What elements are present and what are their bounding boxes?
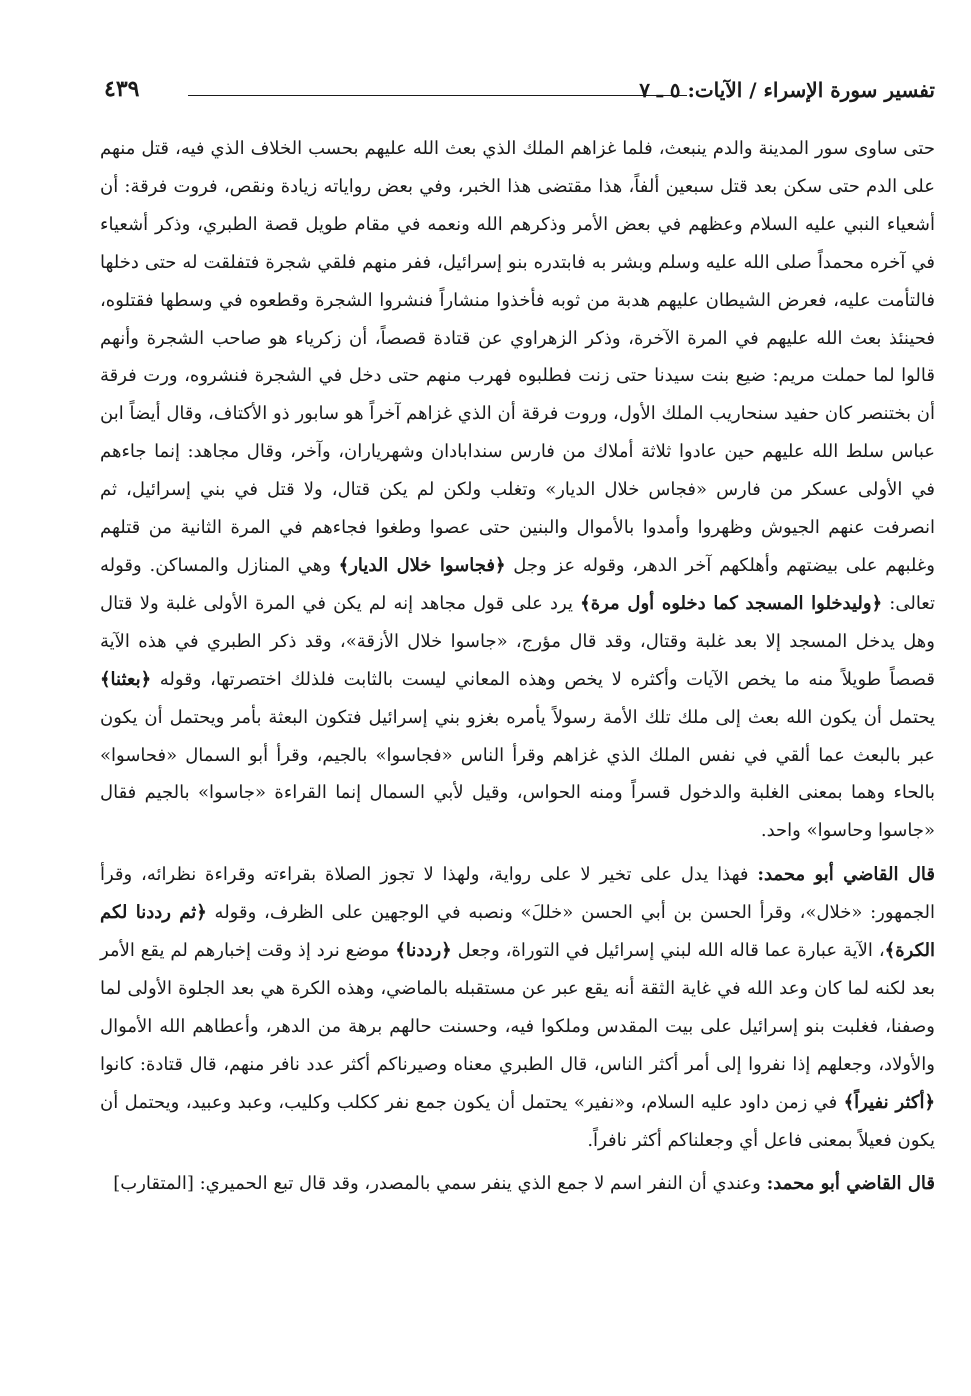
page-number: ٤٣٩ [104, 76, 140, 102]
paragraph-3 [100, 1165, 935, 1203]
quran-quote: ﴿رددنا﴾ [395, 940, 452, 962]
text-run: حتى ساوى سور المدينة والدم ينبعث، فلما غزاهم الملك الذي بعث الله عليهم بحسب الخلاف الذي فيه، قتل منهم على الدم حتى سكن بعد قتل سبعين ألفاً، هذا مقتضى هذا الخبر، وفي بعض رواياته زيادة ونقص، فروت فرقة: أن أشعياء النبي عليه السلام وعظهم في بعض الأمر وذكرهم الله ونعمه في مقام طويل قصة الطبري، وذكر أشعياء في آخره محمداً صلى الله عليه وسلم وبشر به فابتدره بنو إسرائيل، ففر منهم فلقي شجرة فتفلقت له حتى دخلها فالتأمت عليه، فعرض الشيطان عليهم هدبة من ثوبه فأخذوا منشاراً فنشروا الشجرة وقطعوه في وسطها فقتلوه، فحينئذ بعث الله عليهم في المرة الآخرة، وذكر الزهراوي عن قتادة قصصاً، أن زكرياء هو صاحب الشجرة وأنهم قالوا لما حملت مريم: ضيع بنت سيدنا حتى زنت فطلبوه فهرب منهم حتى دخل في الشجرة فنشروه، ورت فرقة أن بختنصر كان حفيد سنحاريب الملك الأول، وروت فرقة أن الذي غزاهم آخراً هو سابور ذو الأكتاف، وقال أيضاً ابن عباس سلط الله عليهم حين عادوا ثلاثة أملاك من فارس سندابادان وشهرياران، وآخر، وقال مجاهد: إنما جاءهم في الأولى عسكر من فارس «فجاس خلال الديار» وتغلب ولكن لم يكن قتال، ولا قتل في بني إسرائيل، ثم انصرفت عنهم الجيوش وظهروا وأمدوا بالأموال والبنين حتى عصوا وطغوا فجاءهم في المرة الثانية من قتلهم وغلبهم على بيضتهم وأهلكهم آخر الدهر، وقوله عز وجل [100, 138, 935, 576]
paragraph-2 [100, 856, 935, 1159]
quran-quote: ﴿ثم رددنا لكم الكرة﴾ [100, 902, 936, 962]
text-run: يرد على قول مجاهد إنه لم يكن في المرة الأولى غلبة ولا قتال وهل يدخل المسجد إلا بعد غلبة وقتال، وقد قال مؤرج، «جاسوا خلال الأزقة»، وقد ذكر الطبري في هذه الآية قصصاً طويلاً منه ما يخص الآيات وأكثره لا يخص وهذه المعاني ليست بالثابت فلذلك اختصرتها، وقوله [100, 592, 935, 690]
paragraph-lead: قال القاضي أبو محمد: [757, 864, 935, 886]
paragraph-lead: قال القاضي أبو محمد: [766, 1173, 935, 1195]
text-run: وعندي أن النفر اسم لا جمع الذي ينفر سمي بالمصدر، وقد قال تبع الحميري: [المتقارب] [113, 1173, 767, 1195]
text-run: ، الآية عبارة عما قاله الله لبني إسرائيل في التوراة، وجعل [451, 940, 885, 962]
paragraph-1 [100, 130, 935, 850]
text-run: وهي المنازل والمساكن. وقوله تعالى: [100, 554, 936, 614]
quran-quote: ﴿فجاسوا خلال الديار﴾ [338, 554, 506, 576]
running-head [100, 74, 935, 114]
quran-quote: ﴿أكثر نفيراً﴾ [843, 1091, 935, 1113]
text-run: موضع نرد إذ وقت إخبارهم لم يقع الأمر بعد لكنه لما كان وعد الله في غاية الثقة أنه يقع عبر عن مستقبله بالماضي، وهذه الكرة هي بعد الجلوة الأولى لما وصفنا، فغلبت بنو إسرائيل على بيت المقدس وملكوا فيه، وحسنت حالهم برهة من الدهر، وأعطاهم الله الأموال والأولاد، وجعلهم إذا نفروا إلى أمر أكثر الناس، قال الطبري معناه وصيرناكم أكثر عدد نافر منهم، قال قتادة: كانوا [100, 940, 935, 1075]
header-rule [188, 95, 687, 96]
body-text [100, 130, 935, 1203]
quran-quote: ﴿بعثنا﴾ [100, 668, 152, 690]
text-run: في زمن داود عليه السلام، و«نفير» يحتمل أن يكون جمع نفر ككلب وكليب، وعبد وعبيد، ويحتمل أن يكون فعيلاً بمعنى فاعل أي وجعلناكم أكثر نافراً. [100, 1091, 935, 1151]
text-run: يحتمل أن يكون الله بعث إلى ملك تلك الأمة رسولاً يأمره بغزو بني إسرائيل فتكون البعثة بأمر ويحتمل أن يكون عبر بالبعث عما ألقي في نفس الملك الذي غزاهم وقرأ الناس «فجاسوا» بالجيم، وقرأ أبو السمال «فحاسوا» بالحاء وهما بمعنى الغلبة والدخول قسراً ومنه الحواس، وقيل لأبي السمال إنما القراءة «جاسوا» بالجيم فقال «جاسوا وحاسوا» واحد. [100, 706, 935, 842]
quran-quote: ﴿وليدخلوا المسجد كما دخلوه أول مرة﴾ [580, 592, 883, 614]
text-run: فهذا يدل على تخير لا على رواية، ولهذا لا تجوز الصلاة بقراءته وقراءة نظرائه، وقرأ الجمهور: «خلال»، وقرأ الحسن بن أبي الحسن «خللَ» ونصبه في الوجهين على الظرف، وقوله [100, 864, 935, 924]
running-head-title: تفسير سورة الإسراء / الآيات: ٥ ـ ٧ [639, 78, 935, 102]
